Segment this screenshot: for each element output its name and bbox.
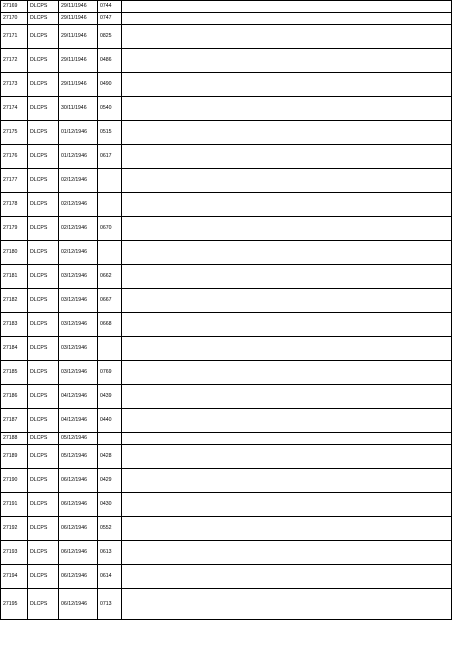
row-code: 0552 — [98, 517, 122, 541]
row-number: 27179 — [1, 217, 28, 241]
table-row — [1, 469, 452, 493]
row-code: 0670 — [98, 217, 122, 241]
row-type: DLCPS — [28, 409, 59, 433]
row-type: DLCPS — [28, 265, 59, 289]
row-type: DLCPS — [28, 217, 59, 241]
row-date: 29/11/1946 — [59, 73, 98, 97]
row-number: 27191 — [1, 493, 28, 517]
table-row — [1, 73, 452, 97]
table-row — [1, 97, 452, 121]
row-number: 27180 — [1, 241, 28, 265]
row-description — [122, 361, 452, 385]
row-type: DLCPS — [28, 241, 59, 265]
row-number: 27178 — [1, 193, 28, 217]
row-code: 0429 — [98, 469, 122, 493]
row-description — [122, 433, 452, 445]
row-description — [122, 145, 452, 169]
table-row — [1, 13, 452, 25]
row-type: DLCPS — [28, 433, 59, 445]
row-number: 27185 — [1, 361, 28, 385]
row-date: 05/12/1946 — [59, 433, 98, 445]
table-row — [1, 241, 452, 265]
row-description — [122, 121, 452, 145]
row-number: 27186 — [1, 385, 28, 409]
row-date: 02/12/1946 — [59, 241, 98, 265]
row-code: 0747 — [98, 13, 122, 25]
row-date: 03/12/1946 — [59, 265, 98, 289]
row-type: DLCPS — [28, 313, 59, 337]
row-description — [122, 517, 452, 541]
row-code — [98, 169, 122, 193]
row-number: 27195 — [1, 589, 28, 620]
row-type: DLCPS — [28, 445, 59, 469]
table-row — [1, 493, 452, 517]
row-date: 30/11/1946 — [59, 97, 98, 121]
row-description — [122, 73, 452, 97]
row-number: 27184 — [1, 337, 28, 361]
row-type: DLCPS — [28, 49, 59, 73]
row-description — [122, 565, 452, 589]
row-date: 06/12/1946 — [59, 589, 98, 620]
row-number: 27175 — [1, 121, 28, 145]
row-date: 03/12/1946 — [59, 313, 98, 337]
row-date: 06/12/1946 — [59, 517, 98, 541]
table-row — [1, 589, 452, 620]
row-number: 27174 — [1, 97, 28, 121]
row-code: 0769 — [98, 361, 122, 385]
row-description — [122, 409, 452, 433]
row-code: 0540 — [98, 97, 122, 121]
row-code: 0744 — [98, 1, 122, 13]
row-type: DLCPS — [28, 541, 59, 565]
row-type: DLCPS — [28, 169, 59, 193]
table-row — [1, 145, 452, 169]
row-code: 0486 — [98, 49, 122, 73]
row-code: 0490 — [98, 73, 122, 97]
row-description — [122, 97, 452, 121]
row-date: 06/12/1946 — [59, 469, 98, 493]
row-description — [122, 589, 452, 620]
row-description — [122, 469, 452, 493]
row-code — [98, 193, 122, 217]
row-date: 06/12/1946 — [59, 493, 98, 517]
row-type: DLCPS — [28, 361, 59, 385]
row-date: 04/12/1946 — [59, 385, 98, 409]
table-row — [1, 313, 452, 337]
row-code — [98, 433, 122, 445]
row-code: 0662 — [98, 265, 122, 289]
table-row — [1, 121, 452, 145]
row-description — [122, 25, 452, 49]
row-type: DLCPS — [28, 565, 59, 589]
row-type: DLCPS — [28, 289, 59, 313]
table-row — [1, 49, 452, 73]
row-type: DLCPS — [28, 589, 59, 620]
table-row — [1, 1, 452, 13]
row-date: 01/12/1946 — [59, 145, 98, 169]
row-number: 27171 — [1, 25, 28, 49]
table-row — [1, 361, 452, 385]
row-description — [122, 265, 452, 289]
row-code: 0613 — [98, 541, 122, 565]
row-description — [122, 217, 452, 241]
row-description — [122, 313, 452, 337]
row-type: DLCPS — [28, 1, 59, 13]
row-type: DLCPS — [28, 469, 59, 493]
row-number: 27181 — [1, 265, 28, 289]
row-number: 27190 — [1, 469, 28, 493]
table-row — [1, 409, 452, 433]
row-code: 0515 — [98, 121, 122, 145]
row-type: DLCPS — [28, 493, 59, 517]
row-number: 27193 — [1, 541, 28, 565]
table-row — [1, 217, 452, 241]
row-date: 01/12/1946 — [59, 121, 98, 145]
table-row — [1, 289, 452, 313]
table-row — [1, 337, 452, 361]
row-type: DLCPS — [28, 73, 59, 97]
row-number: 27176 — [1, 145, 28, 169]
row-number: 27194 — [1, 565, 28, 589]
row-type: DLCPS — [28, 25, 59, 49]
row-date: 29/11/1946 — [59, 1, 98, 13]
row-description — [122, 541, 452, 565]
row-code: 0668 — [98, 313, 122, 337]
row-number: 27183 — [1, 313, 28, 337]
row-date: 03/12/1946 — [59, 337, 98, 361]
row-date: 03/12/1946 — [59, 361, 98, 385]
row-code: 0430 — [98, 493, 122, 517]
row-date: 29/11/1946 — [59, 25, 98, 49]
table-row — [1, 193, 452, 217]
row-description — [122, 337, 452, 361]
row-date: 06/12/1946 — [59, 541, 98, 565]
row-code — [98, 241, 122, 265]
table-row — [1, 433, 452, 445]
row-description — [122, 13, 452, 25]
row-code — [98, 337, 122, 361]
row-number: 27172 — [1, 49, 28, 73]
row-date: 02/12/1946 — [59, 169, 98, 193]
row-date: 04/12/1946 — [59, 409, 98, 433]
row-number: 27177 — [1, 169, 28, 193]
row-number: 27173 — [1, 73, 28, 97]
row-description — [122, 493, 452, 517]
table-row — [1, 541, 452, 565]
row-description — [122, 169, 452, 193]
row-description — [122, 289, 452, 313]
table-row — [1, 169, 452, 193]
row-type: DLCPS — [28, 517, 59, 541]
row-type: DLCPS — [28, 121, 59, 145]
row-type: DLCPS — [28, 385, 59, 409]
row-date: 29/11/1946 — [59, 13, 98, 25]
table-row — [1, 445, 452, 469]
row-type: DLCPS — [28, 13, 59, 25]
row-date: 02/12/1946 — [59, 217, 98, 241]
row-number: 27182 — [1, 289, 28, 313]
row-code: 0617 — [98, 145, 122, 169]
row-number: 27189 — [1, 445, 28, 469]
row-date: 02/12/1946 — [59, 193, 98, 217]
row-date: 03/12/1946 — [59, 289, 98, 313]
row-description — [122, 1, 452, 13]
row-description — [122, 445, 452, 469]
table-row — [1, 517, 452, 541]
row-code: 0614 — [98, 565, 122, 589]
table-row — [1, 385, 452, 409]
row-number: 27170 — [1, 13, 28, 25]
row-number: 27188 — [1, 433, 28, 445]
row-code: 0825 — [98, 25, 122, 49]
row-number: 27169 — [1, 1, 28, 13]
row-date: 05/12/1946 — [59, 445, 98, 469]
row-date: 29/11/1946 — [59, 49, 98, 73]
row-code: 0713 — [98, 589, 122, 620]
table-row — [1, 25, 452, 49]
row-number: 27187 — [1, 409, 28, 433]
row-description — [122, 49, 452, 73]
table-row — [1, 265, 452, 289]
row-description — [122, 241, 452, 265]
table-row — [1, 565, 452, 589]
row-date: 06/12/1946 — [59, 565, 98, 589]
row-code: 0440 — [98, 409, 122, 433]
row-description — [122, 193, 452, 217]
row-type: DLCPS — [28, 145, 59, 169]
row-type: DLCPS — [28, 97, 59, 121]
row-code: 0439 — [98, 385, 122, 409]
row-description — [122, 385, 452, 409]
row-number: 27192 — [1, 517, 28, 541]
row-code: 0667 — [98, 289, 122, 313]
row-type: DLCPS — [28, 193, 59, 217]
row-type: DLCPS — [28, 337, 59, 361]
decree-table-body — [1, 1, 452, 620]
row-code: 0428 — [98, 445, 122, 469]
